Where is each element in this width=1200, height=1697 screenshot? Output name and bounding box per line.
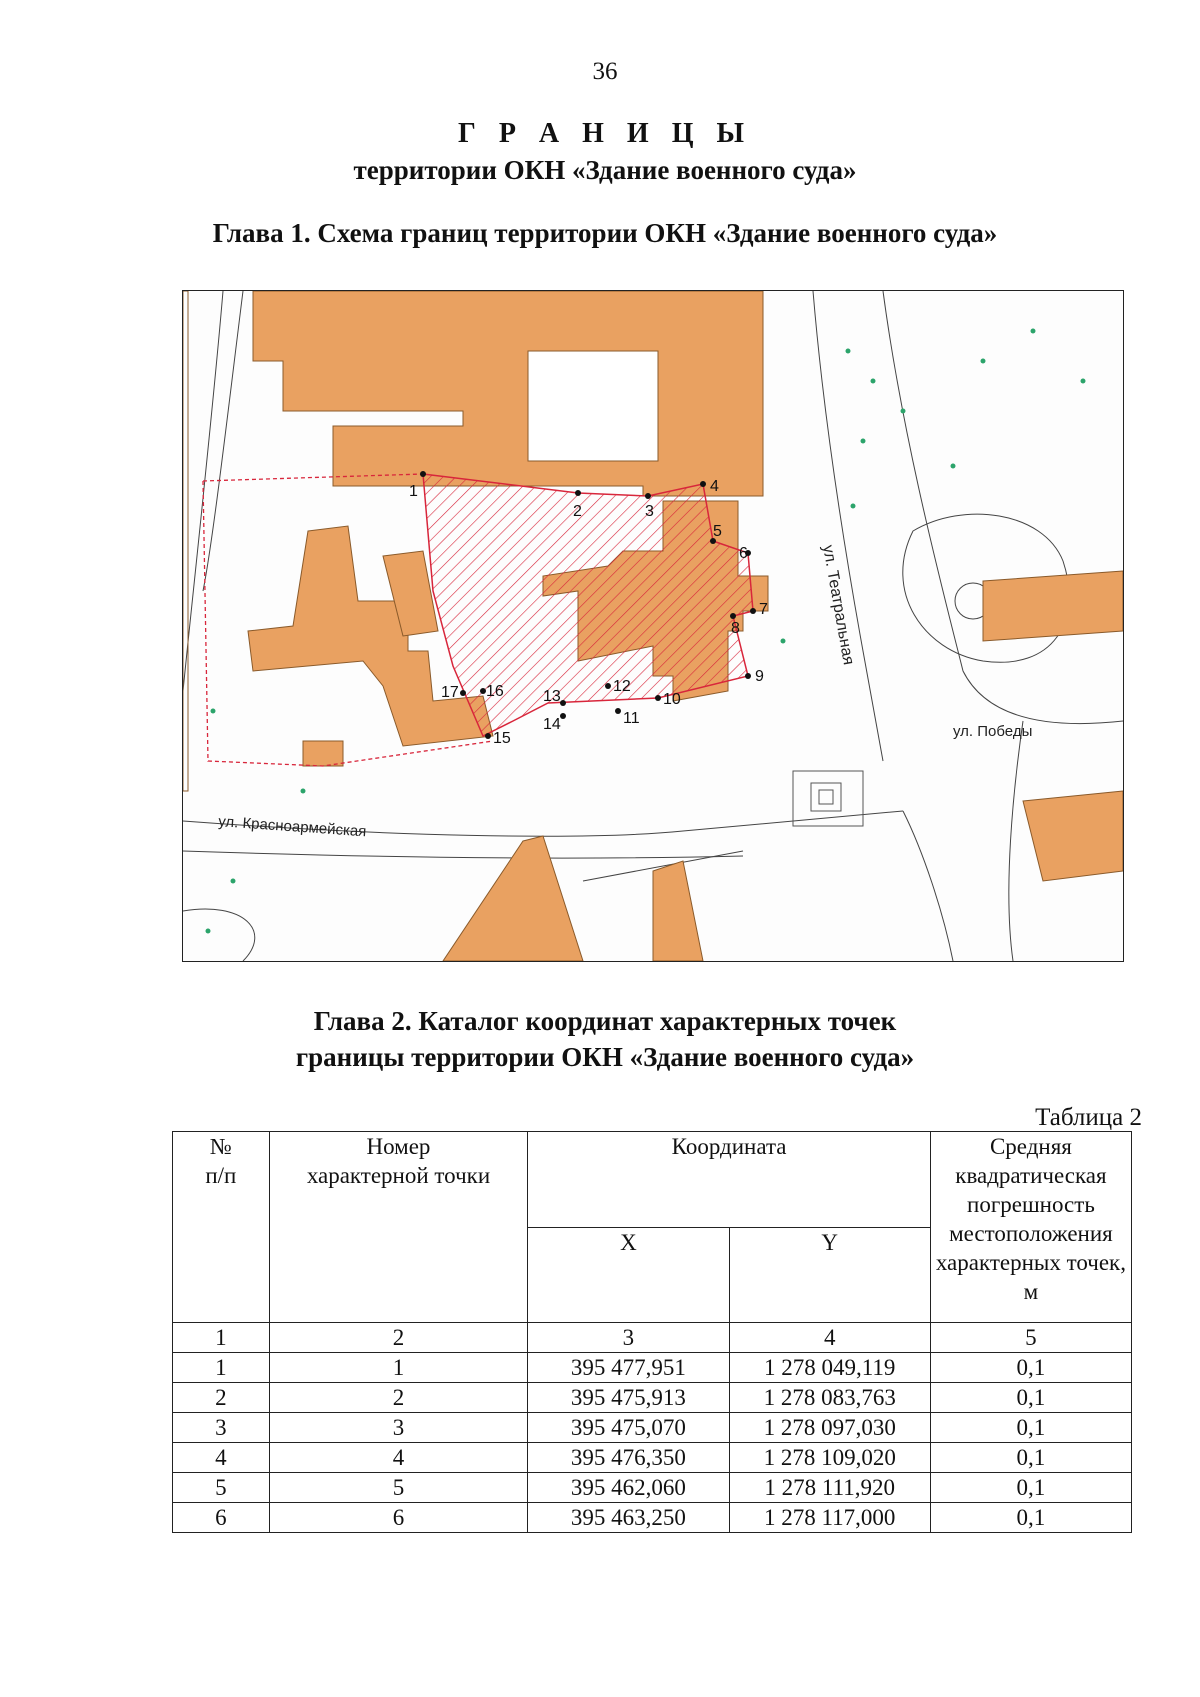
point-label: 3 [645,503,654,520]
row-y: 1 278 111,920 [729,1473,930,1503]
row-x: 395 475,070 [528,1413,729,1443]
table-row [173,1503,1132,1533]
chapter2-heading [0,1003,1200,1075]
point-label: 13 [543,688,561,705]
chapter2-heading-line2: границы территории ОКН «Здание военного суда» [295,1042,915,1072]
column-number: 2 [269,1323,528,1353]
row-x: 395 476,350 [528,1443,729,1473]
point-label: 10 [663,691,681,708]
table-row [173,1413,1132,1443]
column-number: 3 [528,1323,729,1353]
column-number: 4 [729,1323,930,1353]
point-label: 1 [409,483,418,500]
point-label: 5 [713,523,722,540]
row-error: 0,1 [930,1503,1131,1533]
row-point: 3 [269,1413,528,1443]
street-label-krasnoarmeyskaya: ул. Красноармейская [217,813,367,841]
row-y: 1 278 049,119 [729,1353,930,1383]
chapter2-heading-line1: Глава 2. Каталог координат характерных точек [313,1006,897,1036]
point-label: 16 [486,683,504,700]
street-label-pobedy: ул. Победы [953,723,1033,740]
point-label: 15 [493,730,511,747]
header-coordinate: Координата [528,1132,931,1228]
header-point: Номер характерной точки [269,1132,528,1323]
row-x: 395 462,060 [528,1473,729,1503]
point-label: 14 [543,716,561,733]
row-point: 2 [269,1383,528,1413]
point-label: 2 [573,503,582,520]
street-label-teatralnaya: ул. Театральная [819,543,857,667]
row-point: 4 [269,1443,528,1473]
row-y: 1 278 109,020 [729,1443,930,1473]
row-error: 0,1 [930,1413,1131,1443]
row-num: 2 [173,1383,270,1413]
column-number: 1 [173,1323,270,1353]
header-y: Y [729,1227,930,1323]
document-subtitle: территории ОКН «Здание военного суда» [353,155,857,185]
row-y: 1 278 097,030 [729,1413,930,1443]
header-x: X [528,1227,729,1323]
header-error: Средняя квадратическая погрешность местоположения характерных точек, м [930,1132,1131,1323]
document-title: Г Р А Н И Ц Ы [458,118,752,149]
row-num: 1 [173,1353,270,1383]
table-caption: Таблица 2 [1035,1104,1142,1131]
point-label: 12 [613,678,631,695]
row-point: 6 [269,1503,528,1533]
coordinates-table [172,1131,1132,1533]
point-label: 9 [755,668,764,685]
row-y: 1 278 117,000 [729,1503,930,1533]
point-label: 11 [623,710,640,727]
table-row [173,1353,1132,1383]
row-point: 5 [269,1473,528,1503]
point-label: 8 [731,620,740,637]
row-error: 0,1 [930,1443,1131,1473]
row-num: 3 [173,1413,270,1443]
row-x: 395 463,250 [528,1503,729,1533]
row-x: 395 475,913 [528,1383,729,1413]
okn-territory [423,474,753,736]
row-point: 1 [269,1353,528,1383]
point-label: 6 [739,545,748,562]
row-x: 395 477,951 [528,1353,729,1383]
row-num: 6 [173,1503,270,1533]
point-label: 4 [710,478,719,495]
row-num: 5 [173,1473,270,1503]
point-label: 17 [441,684,459,701]
row-error: 0,1 [930,1473,1131,1503]
column-number: 5 [930,1323,1131,1353]
row-y: 1 278 083,763 [729,1383,930,1413]
row-error: 0,1 [930,1383,1131,1413]
table-row [173,1443,1132,1473]
point-label: 7 [759,601,768,618]
table-row [173,1383,1132,1413]
page-number: 36 [592,58,618,85]
row-num: 4 [173,1443,270,1473]
table-row [173,1473,1132,1503]
header-num: № п/п [173,1132,270,1323]
boundary-map [182,290,1124,962]
chapter1-heading: Глава 1. Схема границ территории ОКН «Здание военного суда» [212,218,998,248]
row-error: 0,1 [930,1353,1131,1383]
